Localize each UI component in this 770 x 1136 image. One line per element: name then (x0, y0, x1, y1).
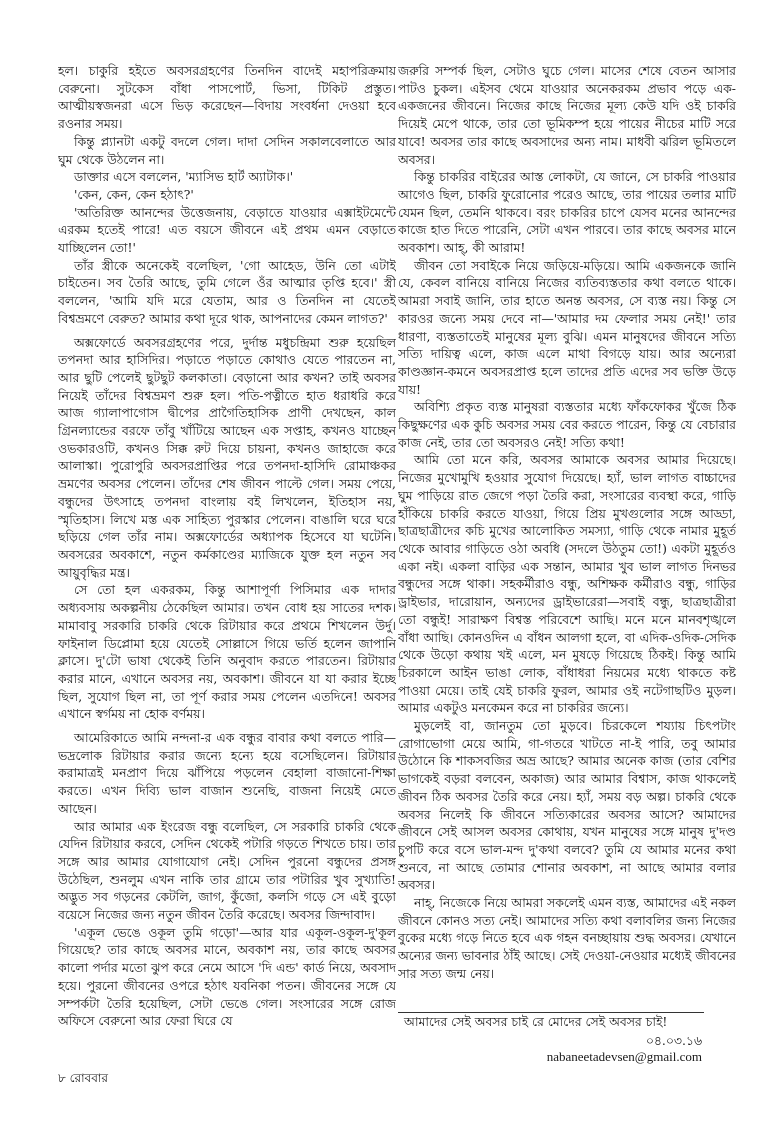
page-footer: ৮ রোববার (58, 1071, 108, 1085)
paragraph: হল। চাকুরি হইতে অবসরগ্রহণের তিনদিন বাদেই মহাপরিক্রমায় বেরুনো। সুটকেস বাঁধা পাসপোর্ট, ভিসা, টিকিট প্রস্তুত। আত্মীয়স্বজনরা এসে ভিড় করেছেন—বিদায় সংবর্ধনা দেওয়া হবে রওনার সময়। (58, 63, 396, 132)
paragraph: জরুরি সম্পর্ক ছিল, সেটাও ঘুচে গেল। মাসের শেষে বেতন আসার পাটও চুকল। এইসব থেমে যাওয়ার অনেকরকম প্রভাব পড়ে এক-একজনের জীবনে। নিজের কাছে নিজের মূল্য কেউ যদি ওই চাকরি দিয়েই মেপে থাকে, তার তো ভূমিকম্প হয়ে পায়ের নীচের মাটি সরে যাবে! অবসর তার কাছে অবসাদের অন্য নাম। মাধবী ঝরিল ভূমিতলে অবসর। (398, 63, 736, 167)
paragraph: কিন্তু প্ল্যানটা একটু বদলে গেল। দাদা সেদিন সকালবেলাতে আর ঘুম থেকে উঠলেন না। (58, 133, 396, 167)
paragraph: 'একূল ভেঙে ওকূল তুমি গড়ো'—আর যার একূল-ওকূল-দু'কূল গিয়েছে? তার কাছে অবসর মানে, অবকাশ নয়, তার কাছে অবসর কালো পর্দার মতো ঝুপ করে নেমে আসে 'দি এন্ড' কার্ড নিয়ে, অবসাদ হয়ে। পুরনো জীবনের ওপরে হঠাৎ যবনিকা পতন। জীবনের সঙ্গে যে সম্পর্কটা তৈরি হয়েছিল, সেটা ভেঙে গেল। সংসারের সঙ্গে রোজ অফিসে বেরুনো আর ফেরা ঘিরে যে (58, 924, 396, 1029)
paragraph: কিন্তু চাকরির বাইরের আস্ত লোকটা, যে জানে, সে চাকরি পাওয়ার আগেও ছিল, চাকরি ফুরোনোর পরেও আছে, তার পায়ের তলার মাটি যেমন ছিল, তেমনি থাকবে। বরং চাকরির চাপে যেসব মনের আনন্দের কাজে হাত দিতে পারেনি, সেটা এখন পারবে। তার কাছে অবসর মানে অবকাশ। আহ্, কী আরাম! (398, 169, 736, 256)
closing-line: আমাদের সেই অবসর চাই রে মোদের সেই অবসর চাই! (404, 1014, 668, 1029)
paragraph: আমি তো মনে করি, অবসর আমাকে অবসর আমার দিয়েছে। নিজের মুখোমুখি হওয়ার সুযোগ দিয়েছে। হ্যাঁ, ভাল লাগত বাচ্চাদের ঘুম পাড়িয়ে রাত জেগে পড়া তৈরি করা, সংসারের ব্যবস্থা করে, গাড়ি হাঁকিয়ে চাকরি করতে যাওয়া, গিয়ে প্রিয় মুখগুলোর সঙ্গে আড্ডা, ছাত্রছাত্রীদের কচি মুখের আলোকিত সমস্যা, গাড়ি থেকে নামার মুহূর্ত থেকে আবার গাড়িতে ওঠা অবধি (সদলে উঠতুম তো!) একটা মুহূর্তও একা নই। একলা বাড়ির এক সন্তান, আমার খুব ভাল লাগত দিনভর বন্ধুদের সঙ্গে থাকা। সহকর্মীরাও বন্ধু, অশিক্ষক কর্মীরাও বন্ধু, গাড়ির ড্রাইভার, দারোয়ান, অন্যদের ড্রাইভারেরা—সবাই বন্ধু, ছাত্রছাত্রীরা তো বন্ধুই! সারাক্ষণ বিশ্বস্ত পরিবেশে আছি। মনে মনে মানবশৃঙ্খলে বাঁধা আছি। কোনওদিন এ বাঁধন আলগা হলে, বা এদিক-ওদিক-সেদিক থেকে উড়ো কথায় খই এলে, মন মুষড়ে গিয়েছে ঠিকই। কিন্তু আমি চিরকালে আইন ভাঙা লোক, বাঁধাধরা নিয়মের মধ্যে থাকতে কষ্ট পাওয়া মেয়ে। তাই যেই চাকরি ফুরল, আমার ওই নটেগাছটিও মুড়ল। আমার একটুও মনকেমন করে না চাকরির জন্যে। (398, 452, 736, 716)
paragraph: অক্সফোর্ডে অবসরগ্রহণের পরে, দুর্দান্ত মধুচন্দ্রিমা শুরু হয়েছিল তপনদা আর হাসিদির। পড়াতে পড়াতে কোথাও যেতে পারতেন না, আর ছুটি পেলেই ছুটছুট কলকাতা। বেড়ানো আর কখন? তাই অবসর নিয়েই তাঁদের বিশ্বভ্রমণ শুরু হল। পতি-পত্নীতে হাত ধরাধরি করে আজ গ্যালাপাগোস দ্বীপের প্রাগৈতিহাসিক প্রাণী দেখছেন, কাল গ্রিনল্যান্ডের বরফে তাঁবু খাঁটিয়ে আছেন এক সপ্তাহ, কখনও যাচ্ছেন ওভকারওটি, কখনও সিক্ক রুট দিয়ে চায়না, কখনও জাহাজে করে আলাস্কা। পুরোপুরি অবসরপ্রাপ্তির পরে তপনদা-হাসিদি রোমাঞ্চকর ভ্রমণের অবসর পেলেন। তাঁদের শেষ জীবন পাল্টে গেল। সময় পেয়ে, বন্ধুদের উৎসাহে তপনদা বাংলায় বই লিখলেন, ইতিহাস নয়, স্মৃতিহাস। লিখে মস্ত এক সাহিত্য পুরস্কার পেলেন। বাঙালি ঘরে ঘরে ছড়িয়ে গেল তাঁর নাম। অক্সফোর্ডের অধ্যাপক হিসেবে যা ঘটেনি। অবসরের অবকাশে, নতুন কর্মকাণ্ডের ম্যাজিকে যুক্ত হল নতুন সব আয়ুবৃদ্ধির মন্ত্র। (58, 334, 396, 580)
paragraph: আর আমার এক ইংরেজ বন্ধু বলেছিল, সে সরকারি চাকরি থেকে যেদিন রিটায়ার করবে, সেদিন থেকেই পটারি গড়তে শিখতে চায়। তার সঙ্গে আর আমার যোগাযোগ নেই। সেদিন পুরনো বন্ধুদের প্রসঙ্গ উঠেছিল, শুনলুম এখন নাকি তার গ্রামে তার পটারির খুব সুখ্যাতি! অদ্ভুত সব গড়নের কেটলি, জাগ, কুঁজো, কলসি গড়ে সে এই বুড়ো বয়েসে নিজের জন্য নতুন জীবন তৈরি করেছে। অবসর জিন্দাবাদ। (58, 818, 396, 923)
paragraph: 'কেন, কেন, কেন হঠাৎ?' (74, 186, 194, 202)
paragraph: ডাক্তার এসে বললেন, 'ম্যাসিভ হার্ট অ্যাটাক।' (74, 169, 294, 185)
paragraph: তাঁর স্ত্রীকে অনেকেই বলেছিল, 'গো আহেড, উনি তো এটাই চাইতেন। সব তৈরি আছে, তুমি গেলে ওঁর আত্মার তৃপ্তি হবে।' স্ত্রী বললেন, 'আমি যদি মরে যেতাম, আর ও তিনদিন না যেতেই বিশ্বভ্রমণে বেরুত? আমার কথা দূরে থাক, আপনাদের কেমন লাগত?' (58, 257, 396, 326)
date: ০৪.০৩.১৬ (645, 1033, 702, 1048)
paragraph: নাহ্, নিজেকে নিয়ে আমরা সকলেই এমন ব্যস্ত, আমাদের এই নকল জীবনে কোনও সত্য নেই। আমাদের সত্যি কথা বলাবলির জন্য নিজের বুকের মধ্যে গড়ে নিতে হবে এক গহন বনচ্ছায়ায় শুদ্ধ অবসর। যেখানে অন্যের জন্য ভাবনার ঠাঁই আছে। সেই দেওয়া-নেওয়ার মধ্যেই জীবনের সার সত্য জন্ম নেয়। (398, 895, 736, 981)
author-email: nabaneetadevsen@gmail.com (546, 1049, 702, 1064)
paragraph: আমেরিকাতে আমি নন্দনা-র এক বন্ধুর বাবার কথা বলতে পারি—ভদ্রলোক রিটায়ার করার জন্যে হন্যে হয়ে বসেছিলেন। রিটায়ার করামাত্রই মনপ্রাণ দিয়ে ঝাঁপিয়ে পড়লেন বেহালা বাজানো-শিক্ষা করতে। এখন দিব্যি ভাল বাজান শুনেছি, বাজনা নিয়েই মেতে আছেন। (58, 730, 396, 816)
paragraph: অবিশ্যি প্রকৃত ব্যস্ত মানুষরা ব্যস্ততার মধ্যে ফাঁকফোকর খুঁজে ঠিক কিছুক্ষণের এক কুচি অবসর সময় বের করতে পারেন, কিন্তু যে বেচারার কাজ নেই, তার তো অবসরও নেই! সত্যি কথা! (398, 399, 736, 450)
paragraph: সে তো হল একরকম, কিন্তু আশাপূর্ণা পিসিমার এক দাদার অধ্যবসায় অকল্পনীয় ঠেকেছিল আমার। তখন বোধ হয় সাতের দশক। মামাবাবু সরকারি চাকরি থেকে রিটায়ার করে প্রথমে শিখলেন উর্দু। ফাইনাল ডিপ্লোমা হয়ে যেতেই সোল্লাসে গিয়ে ভর্তি হলেন জাপানি ক্লাসে। দু'টো ভাষা থেকেই তিনি অনুবাদ করতে পারতেন। রিটায়ার করার মানে, এখানে অবসর নয়, অবকাশ। জীবনে যা যা করার ইচ্ছে ছিল, সুযোগ ছিল না, তা পূর্ণ করার সময় পেলেন এতদিনে! অবসর এখানে স্বর্গময় না হোক বর্ণময়। (58, 582, 396, 722)
right-column (398, 62, 736, 1022)
paragraph: জীবন তো সবাইকে নিয়ে জড়িয়ে-মড়িয়ে। আমি একজনকে জানি যে, কেবল বানিয়ে বানিয়ে নিজের ব্যতিব্যস্ততার কথা বলতে থাকে। আমরা সবাই জানি, তার হাতে অনন্ত অবসর, সে ব্যস্ত নয়। কিন্তু সে কারওর জন্যে সময় দেবে না—'আমার দম ফেলার সময় নেই!' তার ধারণা, ব্যস্ততাতেই মানুষের মূল্য বুঝি। এমন মানুষদের জীবনে সত্যি সত্যি দায়িত্ব এলে, কাজ এলে মাথা বিগড়ে যায়। আর অন্যেরা কাণ্ডজ্ঞান-কমনে অবসরপ্রাপ্ত হলে তাদের প্রতি এদের সব ভক্তি উড়ে যায়! (398, 257, 736, 397)
divider-rule (398, 1012, 704, 1013)
paragraph: মুড়লেই বা, জানতুম তো মুড়বে। চিরকেলে শয্যায় চিৎপটাং রোগাভোগা মেয়ে আমি, গা-গতরে খাটতে না-ই পারি, তবু আমার উঠোনে কি শাকসবজির অভ্র আছে? আমার অনেক কাজ (তার বেশির ভাগকেই বড়রা বলবেন, অকাজ) আর আমার বিশ্বাস, কাজ থাকলেই জীবন ঠিক অবসর তৈরি করে নেয়। হ্যাঁ, সময় বড় অল্প। চাকরি থেকে অবসর নিলেই কি জীবনে সত্যিকারের অবসর আসে? আমাদের জীবনে সেই আসল অবসর কোথায়, যখন মানুষের সঙ্গে মানুষ দু'দণ্ড চুপটি করে বসে ভাল-মন্দ দু'কথা বলবে? তুমি যে আমার মনের কথা শুনবে, না আছে তোমার শোনার অবকাশ, না আছে আমার বলার অবসর। (398, 718, 736, 893)
left-column (58, 62, 396, 1082)
paragraph: 'অতিরিক্ত আনন্দের উত্তেজনায়, বেড়াতে যাওয়ার এক্সাইটমেন্টে এরকম হতেই পারে! এত বয়সে জীবনে এই প্রথম এমন বেড়াতে যাচ্ছিলেন তো!' (58, 204, 396, 256)
